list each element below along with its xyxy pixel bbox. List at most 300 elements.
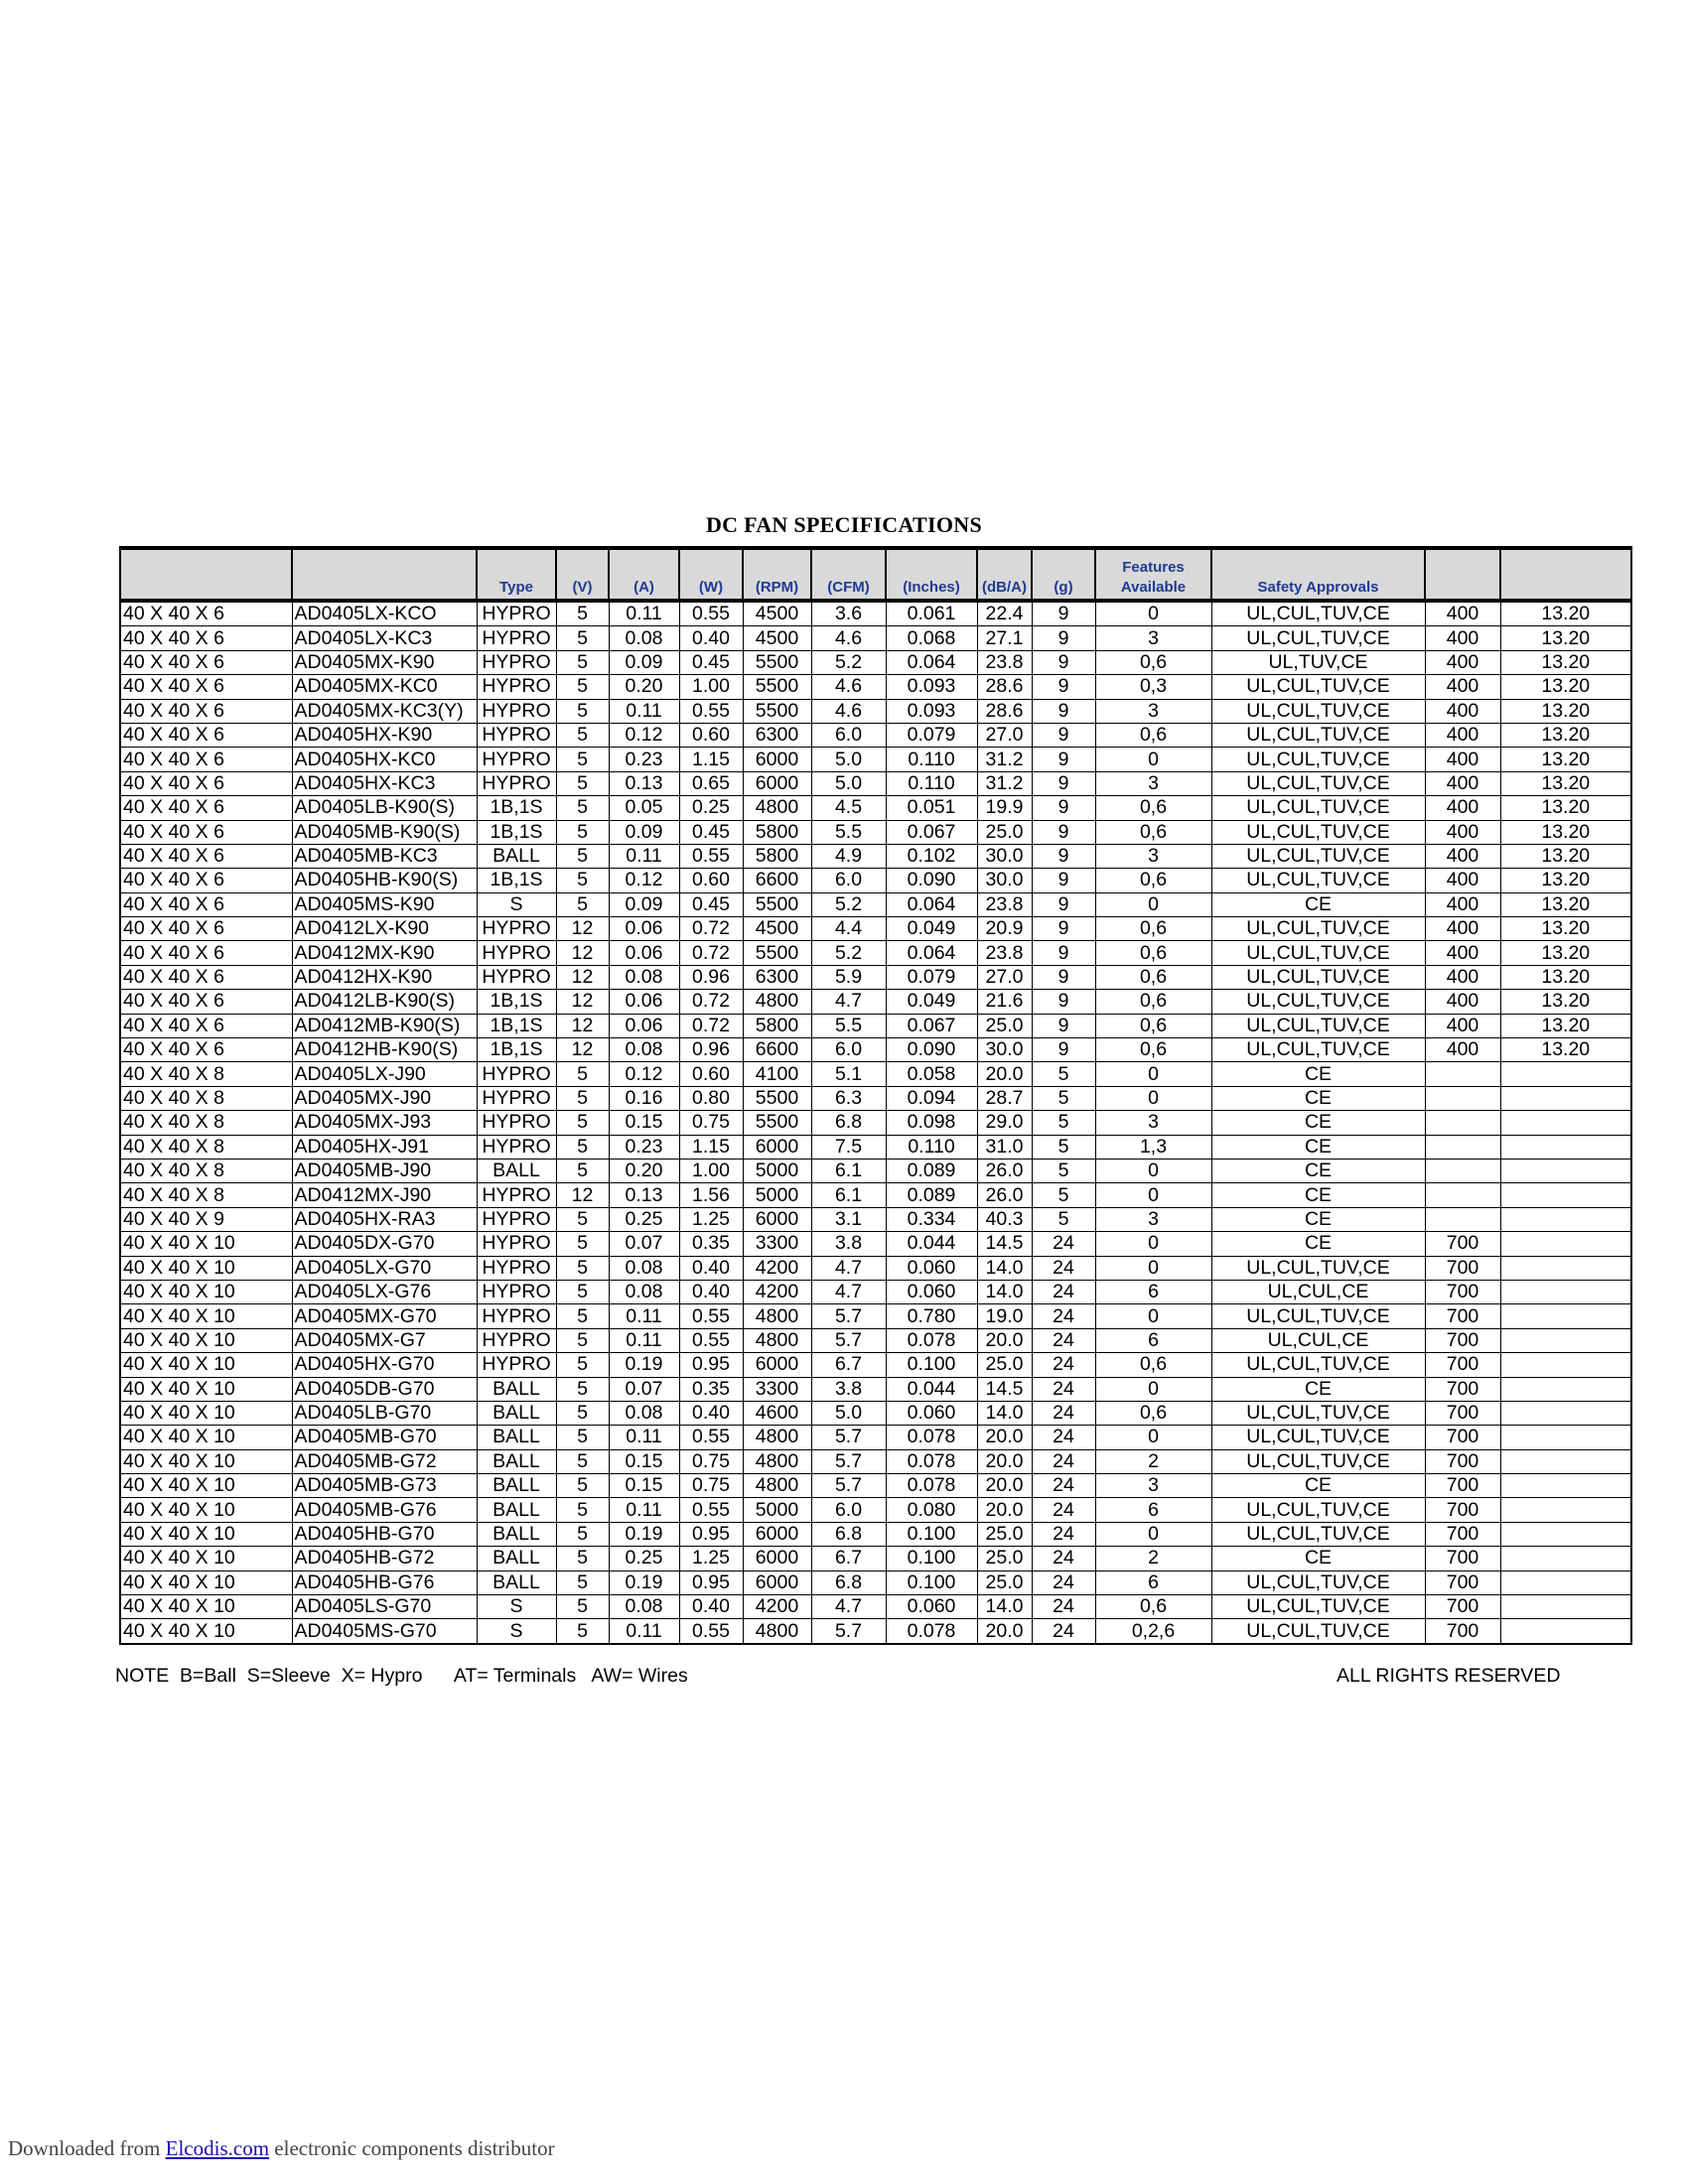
table-cell: HYPRO xyxy=(477,1183,556,1207)
table-cell: 40 X 40 X 8 xyxy=(120,1062,292,1086)
table-cell: 1B,1S xyxy=(477,1038,556,1062)
table-cell: HYPRO xyxy=(477,748,556,771)
table-cell: CE xyxy=(1211,1183,1425,1207)
table-row xyxy=(120,699,1631,723)
table-cell: 0.08 xyxy=(609,965,679,989)
table-cell: 0.08 xyxy=(609,1038,679,1062)
table-cell: 40 X 40 X 6 xyxy=(120,650,292,674)
table-cell: 0.11 xyxy=(609,844,679,868)
table-cell: UL,CUL,TUV,CE xyxy=(1211,917,1425,941)
table-cell: 6.0 xyxy=(811,1038,886,1062)
table-cell: 6 xyxy=(1095,1498,1211,1522)
table-cell: 6.1 xyxy=(811,1159,886,1182)
table-cell: 3 xyxy=(1095,1207,1211,1231)
table-cell: 25.0 xyxy=(977,1570,1032,1594)
table-cell: 5.1 xyxy=(811,1062,886,1086)
table-cell: 0.96 xyxy=(679,965,743,989)
table-cell: 40 X 40 X 8 xyxy=(120,1135,292,1159)
table-cell: 0.19 xyxy=(609,1353,679,1377)
table-cell: 3.8 xyxy=(811,1377,886,1401)
table-cell: 0 xyxy=(1095,1062,1211,1086)
table-cell: 0 xyxy=(1095,892,1211,916)
table-cell: 2 xyxy=(1095,1547,1211,1570)
table-cell: 30.0 xyxy=(977,1038,1032,1062)
table-cell: 4100 xyxy=(743,1062,811,1086)
table-cell: 5.5 xyxy=(811,820,886,844)
table-cell: 0.80 xyxy=(679,1086,743,1110)
table-cell: 0,6 xyxy=(1095,990,1211,1014)
table-cell: 400 xyxy=(1425,1038,1500,1062)
table-cell: 0.40 xyxy=(679,1401,743,1425)
table-cell: 5.7 xyxy=(811,1474,886,1498)
table-cell: 0.094 xyxy=(886,1086,977,1110)
table-cell: 5 xyxy=(556,1328,609,1352)
table-cell: 400 xyxy=(1425,699,1500,723)
table-cell: 40 X 40 X 10 xyxy=(120,1426,292,1449)
table-cell: 700 xyxy=(1425,1328,1500,1352)
table-cell: 40 X 40 X 10 xyxy=(120,1256,292,1280)
table-row xyxy=(120,892,1631,916)
table-cell: 0.60 xyxy=(679,1062,743,1086)
table-cell: 3 xyxy=(1095,844,1211,868)
table-cell: 9 xyxy=(1032,650,1095,674)
table-cell: 0.334 xyxy=(886,1207,977,1231)
table-cell: 31.2 xyxy=(977,748,1032,771)
table-cell xyxy=(1500,1570,1631,1594)
table-header-row xyxy=(120,548,1631,601)
table-cell: 0.45 xyxy=(679,650,743,674)
table-cell: 5500 xyxy=(743,1111,811,1135)
table-row xyxy=(120,1449,1631,1473)
column-header xyxy=(1500,548,1631,601)
table-cell: 24 xyxy=(1032,1449,1095,1473)
table-cell: 4200 xyxy=(743,1595,811,1619)
table-cell: 5 xyxy=(556,1570,609,1594)
table-cell: 400 xyxy=(1425,626,1500,650)
table-cell: 0.089 xyxy=(886,1159,977,1182)
table-cell: 0.078 xyxy=(886,1426,977,1449)
table-cell: 14.0 xyxy=(977,1401,1032,1425)
table-cell: 0.55 xyxy=(679,1619,743,1644)
table-cell: 3300 xyxy=(743,1232,811,1256)
table-cell: 6.8 xyxy=(811,1111,886,1135)
table-cell: 0.25 xyxy=(679,796,743,820)
table-cell: 6.7 xyxy=(811,1353,886,1377)
table-cell: 0 xyxy=(1095,601,1211,626)
table-cell xyxy=(1425,1062,1500,1086)
table-row xyxy=(120,1401,1631,1425)
table-cell: AD0405HB-G70 xyxy=(292,1522,477,1546)
table-cell: 5.7 xyxy=(811,1304,886,1328)
table-cell: HYPRO xyxy=(477,1328,556,1352)
table-cell: 6300 xyxy=(743,965,811,989)
table-cell: HYPRO xyxy=(477,1062,556,1086)
table-cell: UL,CUL,TUV,CE xyxy=(1211,699,1425,723)
table-cell: 0.060 xyxy=(886,1401,977,1425)
table-cell: 5 xyxy=(1032,1207,1095,1231)
table-cell: 0.75 xyxy=(679,1449,743,1473)
table-cell: UL,CUL,TUV,CE xyxy=(1211,723,1425,747)
table-cell xyxy=(1500,1595,1631,1619)
table-cell xyxy=(1500,1547,1631,1570)
table-cell: 40 X 40 X 6 xyxy=(120,917,292,941)
table-cell: S xyxy=(477,1595,556,1619)
table-row xyxy=(120,1328,1631,1352)
table-cell: AD0405MX-J90 xyxy=(292,1086,477,1110)
table-cell: 700 xyxy=(1425,1619,1500,1644)
table-cell: 25.0 xyxy=(977,1522,1032,1546)
table-cell: 0.23 xyxy=(609,748,679,771)
table-cell: 6.8 xyxy=(811,1522,886,1546)
table-cell: BALL xyxy=(477,1498,556,1522)
table-cell: BALL xyxy=(477,1159,556,1182)
table-cell: 4.7 xyxy=(811,1256,886,1280)
table-cell: BALL xyxy=(477,1474,556,1498)
table-cell xyxy=(1500,1498,1631,1522)
table-cell: 13.20 xyxy=(1500,626,1631,650)
table-cell: 5 xyxy=(556,1086,609,1110)
table-cell: 0.15 xyxy=(609,1474,679,1498)
table-cell: AD0405DB-G70 xyxy=(292,1377,477,1401)
table-cell: 0.40 xyxy=(679,1595,743,1619)
table-cell: UL,CUL,CE xyxy=(1211,1280,1425,1303)
table-cell: CE xyxy=(1211,1111,1425,1135)
table-cell: CE xyxy=(1211,1135,1425,1159)
table-cell: 0.06 xyxy=(609,1014,679,1037)
table-cell: 40 X 40 X 6 xyxy=(120,844,292,868)
table-row xyxy=(120,990,1631,1014)
table-row xyxy=(120,1207,1631,1231)
table-cell: 6.0 xyxy=(811,869,886,892)
table-cell: 14.5 xyxy=(977,1377,1032,1401)
column-header: (V) xyxy=(556,548,609,601)
table-cell: 0.098 xyxy=(886,1111,977,1135)
column-header: Safety Approvals xyxy=(1211,548,1425,601)
table-cell: CE xyxy=(1211,892,1425,916)
table-cell: UL,CUL,TUV,CE xyxy=(1211,941,1425,965)
table-cell: 0,6 xyxy=(1095,1595,1211,1619)
table-cell: HYPRO xyxy=(477,965,556,989)
table-cell: 40 X 40 X 6 xyxy=(120,601,292,626)
table-cell: 13.20 xyxy=(1500,1038,1631,1062)
table-cell: 40 X 40 X 6 xyxy=(120,990,292,1014)
table-cell: 0.40 xyxy=(679,1256,743,1280)
table-cell: 13.20 xyxy=(1500,990,1631,1014)
table-cell: 0 xyxy=(1095,1256,1211,1280)
table-row xyxy=(120,1111,1631,1135)
table-cell: 0.093 xyxy=(886,699,977,723)
table-row xyxy=(120,626,1631,650)
table-cell: 19.0 xyxy=(977,1304,1032,1328)
table-cell: 30.0 xyxy=(977,869,1032,892)
table-cell: 400 xyxy=(1425,1014,1500,1037)
table-cell: 5 xyxy=(556,626,609,650)
table-cell: 40 X 40 X 10 xyxy=(120,1328,292,1352)
table-cell: 0.110 xyxy=(886,1135,977,1159)
table-cell: 0.060 xyxy=(886,1256,977,1280)
column-header: (CFM) xyxy=(811,548,886,601)
table-cell: UL,CUL,TUV,CE xyxy=(1211,1449,1425,1473)
table-cell: HYPRO xyxy=(477,1232,556,1256)
table-cell: 700 xyxy=(1425,1377,1500,1401)
table-cell: 6000 xyxy=(743,1135,811,1159)
table-cell: 5.7 xyxy=(811,1449,886,1473)
table-cell: BALL xyxy=(477,1401,556,1425)
table-body xyxy=(120,601,1631,1644)
table-row xyxy=(120,748,1631,771)
table-cell: 9 xyxy=(1032,990,1095,1014)
table-cell: 0,6 xyxy=(1095,965,1211,989)
table-cell: 5 xyxy=(556,844,609,868)
table-cell: UL,CUL,TUV,CE xyxy=(1211,869,1425,892)
table-cell: 5 xyxy=(556,1449,609,1473)
table-cell: 0,2,6 xyxy=(1095,1619,1211,1644)
table-cell: 9 xyxy=(1032,601,1095,626)
table-cell xyxy=(1500,1426,1631,1449)
rights-notice: ALL RIGHTS RESERVED xyxy=(1336,1665,1561,1687)
table-cell: 5.0 xyxy=(811,771,886,795)
table-cell: 6.0 xyxy=(811,1498,886,1522)
table-cell: 5500 xyxy=(743,892,811,916)
table-cell: 5 xyxy=(556,1280,609,1303)
table-cell: AD0405HX-RA3 xyxy=(292,1207,477,1231)
table-cell: 0 xyxy=(1095,1304,1211,1328)
table-cell: 700 xyxy=(1425,1232,1500,1256)
table-cell: HYPRO xyxy=(477,1353,556,1377)
table-cell: 6000 xyxy=(743,1353,811,1377)
table-cell: 40 X 40 X 10 xyxy=(120,1619,292,1644)
table-cell: 0,6 xyxy=(1095,1038,1211,1062)
table-cell: UL,TUV,CE xyxy=(1211,650,1425,674)
table-cell: 20.0 xyxy=(977,1474,1032,1498)
table-cell: 6 xyxy=(1095,1280,1211,1303)
table-cell xyxy=(1500,1256,1631,1280)
table-cell: 0.16 xyxy=(609,1086,679,1110)
table-row xyxy=(120,650,1631,674)
table-cell: 40 X 40 X 10 xyxy=(120,1401,292,1425)
table-cell: 0.72 xyxy=(679,990,743,1014)
table-cell: 4200 xyxy=(743,1256,811,1280)
table-cell: 5 xyxy=(556,1135,609,1159)
table-cell: 5 xyxy=(556,601,609,626)
table-cell xyxy=(1425,1159,1500,1182)
table-cell: BALL xyxy=(477,844,556,868)
table-cell: 6000 xyxy=(743,748,811,771)
table-cell xyxy=(1500,1449,1631,1473)
table-cell: 40 X 40 X 6 xyxy=(120,771,292,795)
table-cell: 5 xyxy=(556,699,609,723)
table-row xyxy=(120,965,1631,989)
table-cell: 0.064 xyxy=(886,892,977,916)
column-header: (A) xyxy=(609,548,679,601)
table-cell: 6000 xyxy=(743,1207,811,1231)
table-cell: 0.13 xyxy=(609,1183,679,1207)
table-cell: UL,CUL,TUV,CE xyxy=(1211,1522,1425,1546)
table-cell: 14.0 xyxy=(977,1256,1032,1280)
elcodis-link[interactable]: Elcodis.com xyxy=(165,2136,270,2160)
table-cell: UL,CUL,TUV,CE xyxy=(1211,990,1425,1014)
table-cell: 0.780 xyxy=(886,1304,977,1328)
table-cell xyxy=(1500,1159,1631,1182)
table-cell: BALL xyxy=(477,1377,556,1401)
table-cell: 5.5 xyxy=(811,1014,886,1037)
table-cell: 4800 xyxy=(743,990,811,1014)
table-cell: 12 xyxy=(556,1038,609,1062)
table-cell: 6000 xyxy=(743,1570,811,1594)
table-cell: 5500 xyxy=(743,650,811,674)
table-cell: 24 xyxy=(1032,1547,1095,1570)
download-footer xyxy=(8,2136,555,2161)
table-cell: 5 xyxy=(556,1232,609,1256)
table-cell: 0,6 xyxy=(1095,650,1211,674)
table-cell: HYPRO xyxy=(477,917,556,941)
table-cell: 0.05 xyxy=(609,796,679,820)
table-cell: AD0405HX-K90 xyxy=(292,723,477,747)
table-cell: 0.11 xyxy=(609,699,679,723)
table-cell: 24 xyxy=(1032,1474,1095,1498)
table-cell: 40 X 40 X 10 xyxy=(120,1474,292,1498)
table-cell: 0.96 xyxy=(679,1038,743,1062)
table-cell: 0,6 xyxy=(1095,1401,1211,1425)
table-cell: 0.20 xyxy=(609,675,679,699)
table-cell: 12 xyxy=(556,1183,609,1207)
table-cell xyxy=(1500,1377,1631,1401)
table-cell: 3 xyxy=(1095,1474,1211,1498)
table-row xyxy=(120,1232,1631,1256)
table-cell: 0,3 xyxy=(1095,675,1211,699)
table-cell: 12 xyxy=(556,1014,609,1037)
table-cell: 23.8 xyxy=(977,892,1032,916)
table-cell: 40 X 40 X 8 xyxy=(120,1183,292,1207)
table-cell: 0.061 xyxy=(886,601,977,626)
table-cell: 28.6 xyxy=(977,675,1032,699)
table-cell: 0.068 xyxy=(886,626,977,650)
table-cell: 0.15 xyxy=(609,1449,679,1473)
table-cell: UL,CUL,TUV,CE xyxy=(1211,1570,1425,1594)
table-cell: 5500 xyxy=(743,675,811,699)
table-cell: AD0405MB-KC3 xyxy=(292,844,477,868)
table-cell: 0 xyxy=(1095,1232,1211,1256)
table-cell: 9 xyxy=(1032,1038,1095,1062)
table-cell: HYPRO xyxy=(477,1086,556,1110)
table-cell: UL,CUL,TUV,CE xyxy=(1211,1304,1425,1328)
table-cell: 21.6 xyxy=(977,990,1032,1014)
table-cell: 3 xyxy=(1095,1111,1211,1135)
table-cell: 0.20 xyxy=(609,1159,679,1182)
footer-prefix: Downloaded from xyxy=(8,2136,161,2160)
table-cell: 0.110 xyxy=(886,748,977,771)
table-cell: UL,CUL,TUV,CE xyxy=(1211,1595,1425,1619)
table-cell: 12 xyxy=(556,990,609,1014)
table-cell: 3.6 xyxy=(811,601,886,626)
table-cell: HYPRO xyxy=(477,1280,556,1303)
table-cell: 5 xyxy=(556,1159,609,1182)
table-cell: 7.5 xyxy=(811,1135,886,1159)
table-cell: 400 xyxy=(1425,965,1500,989)
table-cell: 0.35 xyxy=(679,1232,743,1256)
table-cell: AD0405LB-G70 xyxy=(292,1401,477,1425)
table-cell: 0.75 xyxy=(679,1474,743,1498)
table-cell: 0 xyxy=(1095,1183,1211,1207)
table-cell: 0.102 xyxy=(886,844,977,868)
table-cell: 0.55 xyxy=(679,1328,743,1352)
table-cell xyxy=(1500,1522,1631,1546)
table-cell: CE xyxy=(1211,1474,1425,1498)
table-cell: 0.09 xyxy=(609,650,679,674)
table-cell: 5 xyxy=(556,869,609,892)
table-cell: 5500 xyxy=(743,1086,811,1110)
table-cell: 0.08 xyxy=(609,1256,679,1280)
table-cell: AD0405MB-G72 xyxy=(292,1449,477,1473)
table-cell: 0.55 xyxy=(679,1498,743,1522)
table-cell: 20.0 xyxy=(977,1062,1032,1086)
table-cell: 400 xyxy=(1425,675,1500,699)
table-cell: 6.1 xyxy=(811,1183,886,1207)
table-cell: 0.15 xyxy=(609,1111,679,1135)
table-cell: 24 xyxy=(1032,1522,1095,1546)
table-cell xyxy=(1500,1183,1631,1207)
table-cell: 24 xyxy=(1032,1377,1095,1401)
table-cell: 40 X 40 X 6 xyxy=(120,723,292,747)
table-cell: 6.3 xyxy=(811,1086,886,1110)
table-cell: 0,6 xyxy=(1095,723,1211,747)
table-cell: 5800 xyxy=(743,820,811,844)
table-cell: 0.95 xyxy=(679,1570,743,1594)
table-cell: 0.044 xyxy=(886,1232,977,1256)
table-cell: 0.11 xyxy=(609,1498,679,1522)
table-cell: 20.0 xyxy=(977,1619,1032,1644)
table-cell: 0.11 xyxy=(609,1304,679,1328)
table-cell: AD0405HX-KC0 xyxy=(292,748,477,771)
table-cell: 0.25 xyxy=(609,1547,679,1570)
table-cell: AD0405MX-G7 xyxy=(292,1328,477,1352)
table-cell: CE xyxy=(1211,1086,1425,1110)
table-cell: 40 X 40 X 10 xyxy=(120,1498,292,1522)
table-cell: 0.25 xyxy=(609,1207,679,1231)
table-cell: 0.72 xyxy=(679,1014,743,1037)
table-cell: 4500 xyxy=(743,601,811,626)
table-cell: 1.25 xyxy=(679,1207,743,1231)
table-cell: 24 xyxy=(1032,1256,1095,1280)
table-cell: 23.8 xyxy=(977,650,1032,674)
table-cell: 0.45 xyxy=(679,892,743,916)
table-cell: 5.9 xyxy=(811,965,886,989)
table-cell: 0 xyxy=(1095,1086,1211,1110)
table-cell: 5500 xyxy=(743,941,811,965)
table-cell: 5 xyxy=(556,1426,609,1449)
table-cell: 0 xyxy=(1095,1159,1211,1182)
table-cell: 40 X 40 X 10 xyxy=(120,1570,292,1594)
table-cell: AD0405MS-G70 xyxy=(292,1619,477,1644)
page-title: DC FAN SPECIFICATIONS xyxy=(705,512,983,537)
table-cell: 5 xyxy=(556,650,609,674)
table-cell: 700 xyxy=(1425,1522,1500,1546)
column-header: (RPM) xyxy=(743,548,811,601)
table-cell: 0.044 xyxy=(886,1377,977,1401)
table-row xyxy=(120,820,1631,844)
table-cell: AD0412MB-K90(S) xyxy=(292,1014,477,1037)
table-cell: 0.093 xyxy=(886,675,977,699)
table-cell xyxy=(1500,1280,1631,1303)
table-cell: 0.079 xyxy=(886,965,977,989)
table-cell xyxy=(1500,1304,1631,1328)
table-cell: 40 X 40 X 6 xyxy=(120,626,292,650)
table-row xyxy=(120,844,1631,868)
table-cell: 0.08 xyxy=(609,626,679,650)
table-cell: 13.20 xyxy=(1500,1014,1631,1037)
table-cell: 0.090 xyxy=(886,1038,977,1062)
table-cell: 40 X 40 X 6 xyxy=(120,820,292,844)
